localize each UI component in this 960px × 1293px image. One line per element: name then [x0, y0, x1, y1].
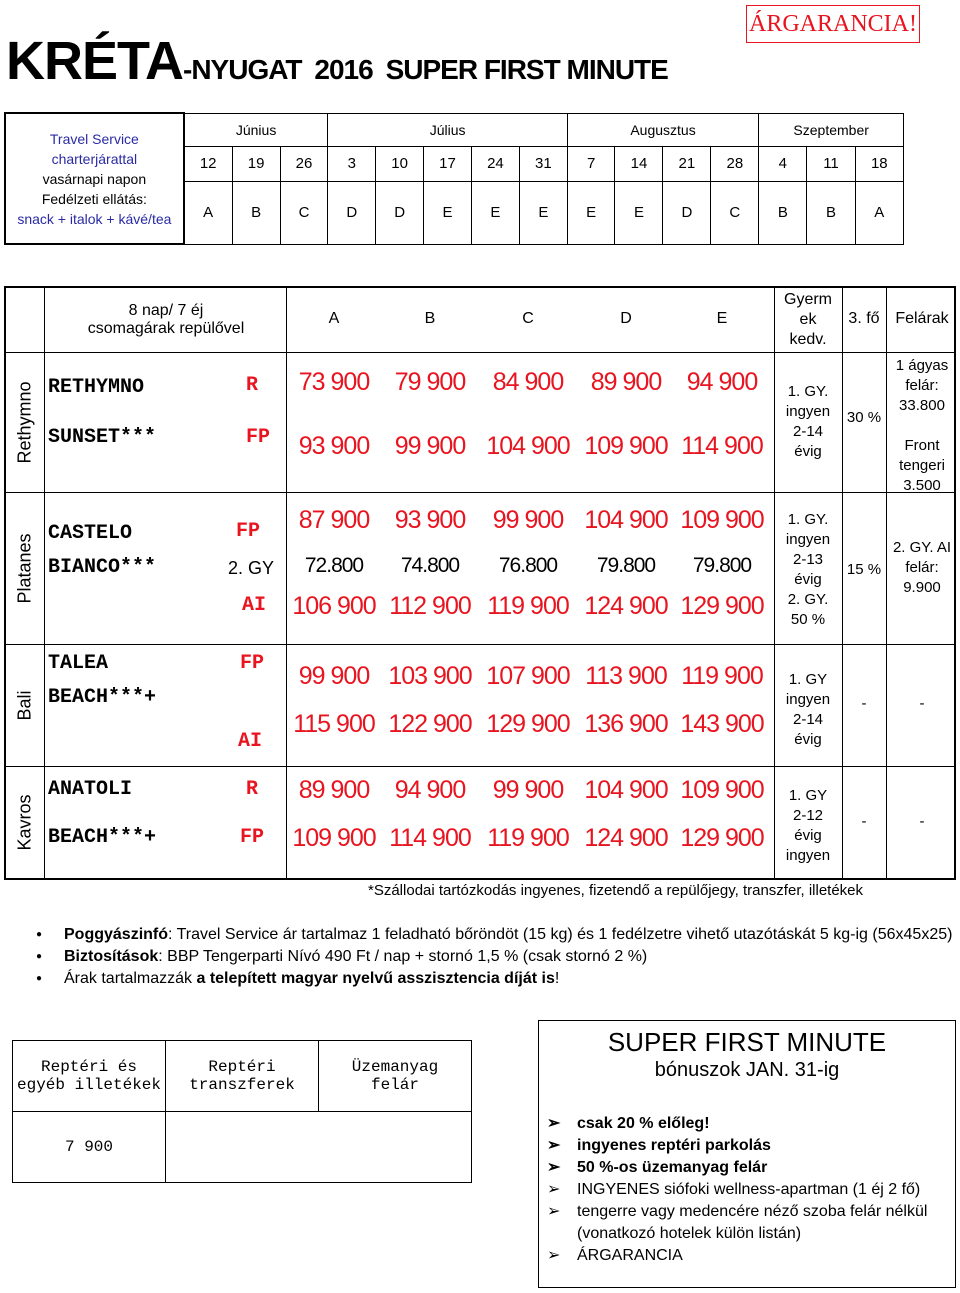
price-cell: 79.800: [596, 554, 656, 577]
schedule-day: 3: [328, 146, 376, 181]
price-cell: 124 900: [584, 592, 668, 620]
price-cell: 129 900: [680, 824, 764, 852]
bonus-item: ➢ 50 %-os üzemanyag felár: [547, 1157, 947, 1179]
hotel-name: BIANCO***: [48, 556, 157, 579]
schedule-day: 26: [280, 146, 328, 181]
title-destination: KRÉTA: [6, 31, 183, 91]
price-cell: 113 900: [585, 662, 667, 690]
bonus-item: ➢ ingyenes reptéri parkolás: [547, 1135, 947, 1157]
third-person-discount: 15 %: [846, 561, 882, 578]
hotel-name: TALEA: [48, 652, 109, 675]
schedule-day: 4: [759, 146, 807, 181]
schedule-month-row: [5, 113, 904, 146]
schedule-day: 11: [807, 146, 855, 181]
price-cell: 93 900: [394, 506, 466, 534]
region-name: Platanes: [14, 532, 35, 604]
price-cell: 72.800: [304, 554, 364, 577]
child-discount: 1. GY 2-12 évig ingyen: [785, 787, 831, 864]
child-discount: 1. GY ingyen 2-14 évig: [785, 671, 831, 748]
fees-empty-cell: [166, 1112, 472, 1183]
price-cell: 104 900: [486, 432, 570, 460]
price-cell: 104 900: [584, 776, 668, 804]
schedule-category: E: [615, 181, 663, 244]
price-cell: 89 900: [590, 368, 662, 396]
fees-header-cell: Üzemanyag felár: [319, 1041, 472, 1112]
table-col-divider: [842, 288, 843, 878]
price-cell: 114 900: [389, 824, 471, 852]
schedule-month: Július: [328, 113, 567, 146]
schedule-month: Augusztus: [567, 113, 759, 146]
price-cell: 87 900: [298, 506, 370, 534]
price-cell: 109 900: [292, 824, 376, 852]
bonus-title: SUPER FIRST MINUTE: [607, 1027, 887, 1057]
schedule-day: 10: [376, 146, 424, 181]
price-cell: 119 900: [487, 592, 569, 620]
schedule-day: 18: [855, 146, 903, 181]
schedule-day: 14: [615, 146, 663, 181]
schedule-day: 28: [711, 146, 759, 181]
bonus-list: [547, 1113, 947, 1267]
price-cell: 73 900: [298, 368, 370, 396]
supplement-info: 2. GY. AI felár: 9.900: [892, 539, 952, 596]
supplement-header: Felárak: [895, 310, 949, 327]
schedule-category: B: [232, 181, 280, 244]
fees-value: 7 900: [64, 1138, 113, 1156]
schedule-day: 31: [519, 146, 567, 181]
price-cell: 94 900: [394, 776, 466, 804]
price-table: [4, 286, 956, 880]
schedule-month: Június: [184, 113, 328, 146]
price-cell: 143 900: [680, 710, 764, 738]
price-cell: 106 900: [292, 592, 376, 620]
price-cell: 74.800: [400, 554, 460, 577]
schedule-day: 24: [471, 146, 519, 181]
third-person-discount: 30 %: [846, 409, 882, 426]
schedule-month: Szeptember: [759, 113, 904, 146]
info-note: ● Árak tartalmazzák a telepített magyar nyelvű asszisztencia díját is!: [36, 968, 952, 990]
schedule-category: E: [424, 181, 472, 244]
price-cell: 99 900: [492, 776, 564, 804]
price-column-header: E: [716, 310, 728, 327]
info-note: ● Poggyászinfó: Travel Service ár tartalmaz 1 feladható bőröndöt (15 kg) és 1 fedélzetre vihető utazótáskát 5 kg-ig (56x45x25): [36, 924, 952, 946]
schedule-category: C: [280, 181, 328, 244]
price-cell: 112 900: [389, 592, 471, 620]
price-cell: 109 900: [680, 506, 764, 534]
supplement-info: 1 ágyas felár: 33.800 Front tengeri 3.500: [895, 357, 949, 494]
price-cell: 129 900: [680, 592, 764, 620]
hotel-name: BEACH***+: [48, 686, 157, 709]
package-label: [46, 302, 286, 338]
schedule-category: E: [567, 181, 615, 244]
price-cell: 109 900: [680, 776, 764, 804]
table-row-divider: [6, 492, 954, 493]
price-cell: 124 900: [584, 824, 668, 852]
price-column-header: A: [328, 310, 340, 327]
info-note-bold: Poggyászinfó: [64, 926, 169, 943]
price-footnote: *Szállodai tartózkodás ingyenes, fizetendő a repülőjegy, transzfer, illetékek: [368, 882, 864, 899]
board-type: FP: [240, 652, 265, 675]
price-cell: 136 900: [584, 710, 668, 738]
child-discount-header: Gyerm ek kedv.: [784, 291, 832, 348]
price-cell: 119 900: [487, 824, 569, 852]
price-column-header: B: [424, 310, 436, 327]
bonus-box: [538, 1020, 956, 1288]
schedule-category: D: [328, 181, 376, 244]
title-tagline: SUPER FIRST MINUTE: [385, 54, 668, 85]
region-label: [6, 766, 44, 878]
region-label: [6, 352, 44, 492]
fees-table: [12, 1040, 472, 1183]
price-cell: 79 900: [394, 368, 466, 396]
schedule-category: E: [519, 181, 567, 244]
child-discount: 1. GY. ingyen 2-13 évig 2. GY. 50 %: [785, 511, 831, 628]
schedule-day: 12: [184, 146, 232, 181]
bonus-item: ➢ tengerre vagy medencére néző szoba felár nélkül (vonatkozó hotelek külön listán): [547, 1201, 947, 1245]
hotel-name: BEACH***+: [48, 826, 157, 849]
price-cell: 99 900: [492, 506, 564, 534]
board-type: AI: [238, 730, 263, 753]
region-name: Rethymno: [14, 380, 35, 464]
price-cell: 89 900: [298, 776, 370, 804]
price-cell: 109 900: [584, 432, 668, 460]
price-cell: 103 900: [388, 662, 472, 690]
region-label: [6, 492, 44, 644]
schedule-category: D: [663, 181, 711, 244]
supplement-info: -: [919, 695, 925, 712]
bonus-item: ➢ ÁRGARANCIA: [547, 1245, 947, 1267]
schedule-info-line: Fedélzeti ellátás:: [41, 190, 147, 207]
price-cell: 84 900: [492, 368, 564, 396]
price-cell: 99 900: [394, 432, 466, 460]
info-note: ● Biztosítások: BBP Tengerparti Nívó 490 Ft / nap + stornó 1,5 % (csak stornó 2 %): [36, 946, 952, 968]
table-row-divider: [6, 644, 954, 645]
price-cell: 129 900: [486, 710, 570, 738]
fees-header-cell: Reptéri transzferek: [166, 1041, 319, 1112]
schedule-info-line: charterjárattal: [51, 150, 138, 167]
bonus-subtitle: bónuszok JAN. 31-ig: [654, 1059, 840, 1081]
board-type: 2. GY: [228, 558, 275, 578]
info-note-bold: Biztosítások: [64, 948, 159, 965]
title-region: -NYUGAT: [183, 54, 302, 85]
price-cell: 104 900: [584, 506, 668, 534]
third-person-header: 3. fő: [848, 310, 880, 327]
schedule-category: E: [471, 181, 519, 244]
price-column-header: D: [620, 310, 632, 327]
package-label-line: csomagárak repülővel: [87, 320, 245, 337]
price-column-header: C: [522, 310, 534, 327]
board-type: R: [246, 778, 259, 801]
bonus-item: ➢ csak 20 % előleg!: [547, 1113, 947, 1135]
price-cell: 94 900: [686, 368, 758, 396]
price-guarantee-badge: ÁRGARANCIA!: [746, 5, 920, 43]
schedule-category: D: [376, 181, 424, 244]
hotel-name: RETHYMNO: [48, 376, 145, 399]
title-year: 2016: [314, 54, 373, 85]
info-notes-list: [36, 924, 952, 990]
board-type: AI: [242, 594, 267, 617]
table-row-divider: [6, 352, 954, 353]
table-row-divider: [6, 766, 954, 767]
schedule-day: 19: [232, 146, 280, 181]
region-label: [6, 644, 44, 766]
board-type: FP: [236, 520, 261, 543]
package-label-line: 8 nap/ 7 éj: [128, 302, 204, 319]
price-cell: 107 900: [486, 662, 570, 690]
schedule-day: 17: [424, 146, 472, 181]
price-cell: 76.800: [498, 554, 558, 577]
supplement-info: -: [919, 813, 925, 830]
region-name: Kavros: [14, 793, 35, 851]
schedule-day: 21: [663, 146, 711, 181]
schedule-category: B: [759, 181, 807, 244]
board-type: FP: [246, 426, 271, 449]
hotel-name: CASTELO: [48, 522, 133, 545]
region-name: Bali: [14, 689, 35, 721]
schedule-info-cell: [5, 113, 184, 244]
price-cell: 115 900: [293, 710, 375, 738]
fees-value-cell: [13, 1112, 166, 1183]
third-person-discount: -: [861, 813, 867, 830]
schedule-category: A: [855, 181, 903, 244]
price-cell: 99 900: [298, 662, 370, 690]
schedule-category: C: [711, 181, 759, 244]
price-cell: 79.800: [692, 554, 752, 577]
board-type: FP: [240, 826, 265, 849]
schedule-category: A: [184, 181, 232, 244]
bonus-item: ➢ INGYENES siófoki wellness-apartman (1 éj 2 fő): [547, 1179, 947, 1201]
hotel-name: SUNSET***: [48, 426, 157, 449]
schedule-info-line: snack + italok + kávé/tea: [17, 210, 172, 227]
third-person-discount: -: [861, 695, 867, 712]
departure-schedule-table: [4, 112, 904, 245]
region-divider: [44, 288, 45, 878]
board-type: R: [246, 374, 259, 397]
schedule-info-line: Travel Service: [49, 130, 139, 147]
page-title: [6, 30, 668, 92]
price-cell: 122 900: [388, 710, 472, 738]
price-cell: 119 900: [681, 662, 763, 690]
schedule-info-line: vasárnapi napon: [42, 170, 147, 187]
schedule-category: B: [807, 181, 855, 244]
child-discount: 1. GY. ingyen 2-14 évig: [785, 383, 831, 460]
schedule-day: 7: [567, 146, 615, 181]
info-note-bold: a telepített magyar nyelvű asszisztencia díját is: [196, 970, 555, 987]
price-cell: 114 900: [681, 432, 763, 460]
price-cell: 93 900: [298, 432, 370, 460]
hotel-name: ANATOLI: [48, 778, 133, 801]
fees-header-cell: Reptéri és egyéb illetékek: [13, 1041, 166, 1112]
